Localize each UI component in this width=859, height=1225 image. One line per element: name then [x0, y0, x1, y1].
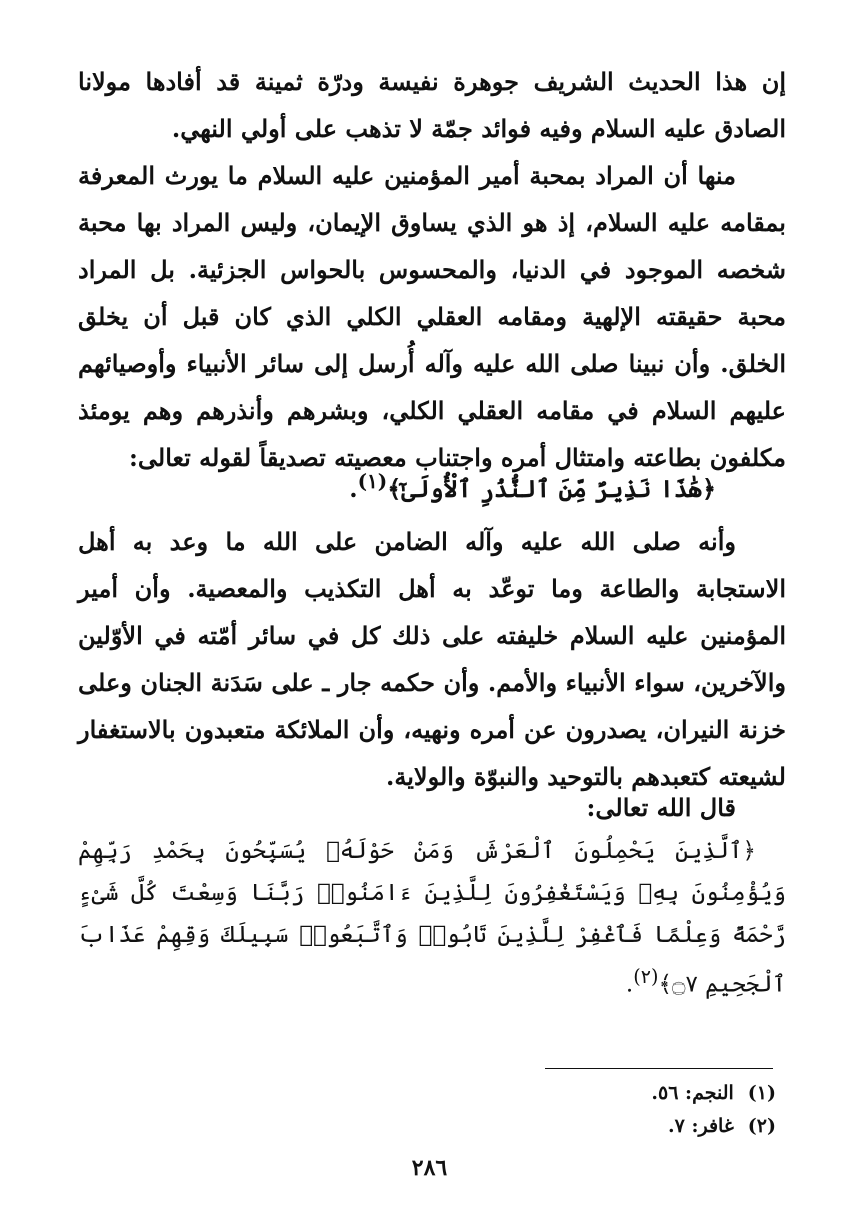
paragraph-intro: إن هذا الحديث الشريف جوهرة نفيسة ودرّة ثمينة قد أفادها مولانا الصادق عليه السلام وفيه فوائد جمّة لا تذهب على أولي النهي. — [78, 67, 786, 143]
quran-verse-najm: ﴿هَٰذَا نَذِيرٌ مِّنَ ٱلنُّذُرِ ٱلْأُولَىٰٓ﴾$^{(١)}$. — [349, 469, 716, 503]
paragraph-god-said: قال الله تعالى: — [586, 793, 736, 822]
footnote-1 — [651, 1082, 776, 1104]
verse-text: ﴿هَٰذَا نَذِيرٌ مِّنَ ٱلنُّذُرِ ٱلْأُولَىٰٓ﴾ — [387, 474, 716, 503]
footnote-number: (٢) — [747, 1115, 776, 1137]
quran-verse-ghafir: ﴿ٱلَّذِينَ يَحْمِلُونَ ٱلْعَرْشَ وَمَنْ حَوْلَهُۥ يُسَبِّحُونَ بِحَمْدِ رَبِّهِمْ وَيُؤْمِنُونَ بِهِۦ وَيَسْتَغْفِرُونَ لِلَّذِينَ ءَامَنُوا۟ رَبَّنَا وَسِعْتَ كُلَّ شَىْءٍ رَّحْمَةً وَعِلْمًا فَٱغْفِرْ لِلَّذِينَ تَابُوا۟ وَٱتَّبَعُوا۟ سَبِيلَكَ وَقِهِمْ عَذَابَ ٱلْجَحِيمِ ۝٧﴾$^{(٢)}$. — [78, 838, 786, 998]
footnote-text: النجم: ٥٦. — [651, 1082, 734, 1104]
verse-text: ﴿ٱلَّذِينَ يَحْمِلُونَ ٱلْعَرْشَ وَمَنْ حَوْلَهُۥ يُسَبِّحُونَ بِحَمْدِ رَبِّهِمْ وَيُؤْمِنُونَ بِهِۦ وَيَسْتَغْفِرُونَ لِلَّذِينَ ءَامَنُوا۟ رَبَّنَا وَسِعْتَ كُلَّ شَىْءٍ رَّحْمَةً وَعِلْمًا فَٱغْفِرْ لِلَّذِينَ تَابُوا۟ وَٱتَّبَعُوا۟ سَبِيلَكَ وَقِهِمْ عَذَابَ ٱلْجَحِيمِ ۝٧﴾ — [78, 838, 786, 998]
footnote-text: غافر: ٧. — [668, 1115, 734, 1137]
footnote-marker: (٢) — [633, 965, 659, 988]
paragraph-love-meaning: منها أن المراد بمحبة أمير المؤمنين عليه السلام ما يورث المعرفة بمقامه عليه السلام، إذ هو الذي يساوق الإيمان، وليس المراد بها محبة شخصه الموجود في الدنيا، والمحسوس بالحواس الجزئية. بل المراد محبة حقيقته الإلهية ومقامه العقلي الكلي الذي كان قبل أن يخلق الخلق. وأن نبينا صلى الله عليه وآله أُرسل إلى سائر الأنبياء وأوصيائهم عليهم السلام في مقامه العقلي الكلي، وبشرهم وأنذرهم وهم يومئذ مكلفون بطاعته وامتثال أمره واجتناب معصيته تصديقاً لقوله تعالى: — [78, 161, 786, 472]
page-number: ٢٨٦ — [411, 1155, 448, 1181]
footnote-separator — [545, 1068, 773, 1069]
footnote-number: (١) — [747, 1082, 776, 1104]
paragraph-guarantor: وأنه صلى الله عليه وآله الضامن على الله ما وعد به أهل الاستجابة والطاعة وما توعّد به أهل التكذيب والمعصية. وأن أمير المؤمنين عليه السلام خليفته على ذلك كل في سائر أمّته في الأوّلين والآخرين، سواء الأنبياء والأمم. وأن حكمه جار ـ على سَدَنة الجنان وعلى خزنة النيران، يصدرون عن أمره ونهيه، وأن الملائكة متعبدون بالاستغفار لشيعته كتعبدهم بالتوحيد والنبوّة والولاية. — [78, 527, 786, 791]
footnote-marker: (١) — [357, 469, 388, 493]
footnote-2 — [668, 1115, 776, 1137]
